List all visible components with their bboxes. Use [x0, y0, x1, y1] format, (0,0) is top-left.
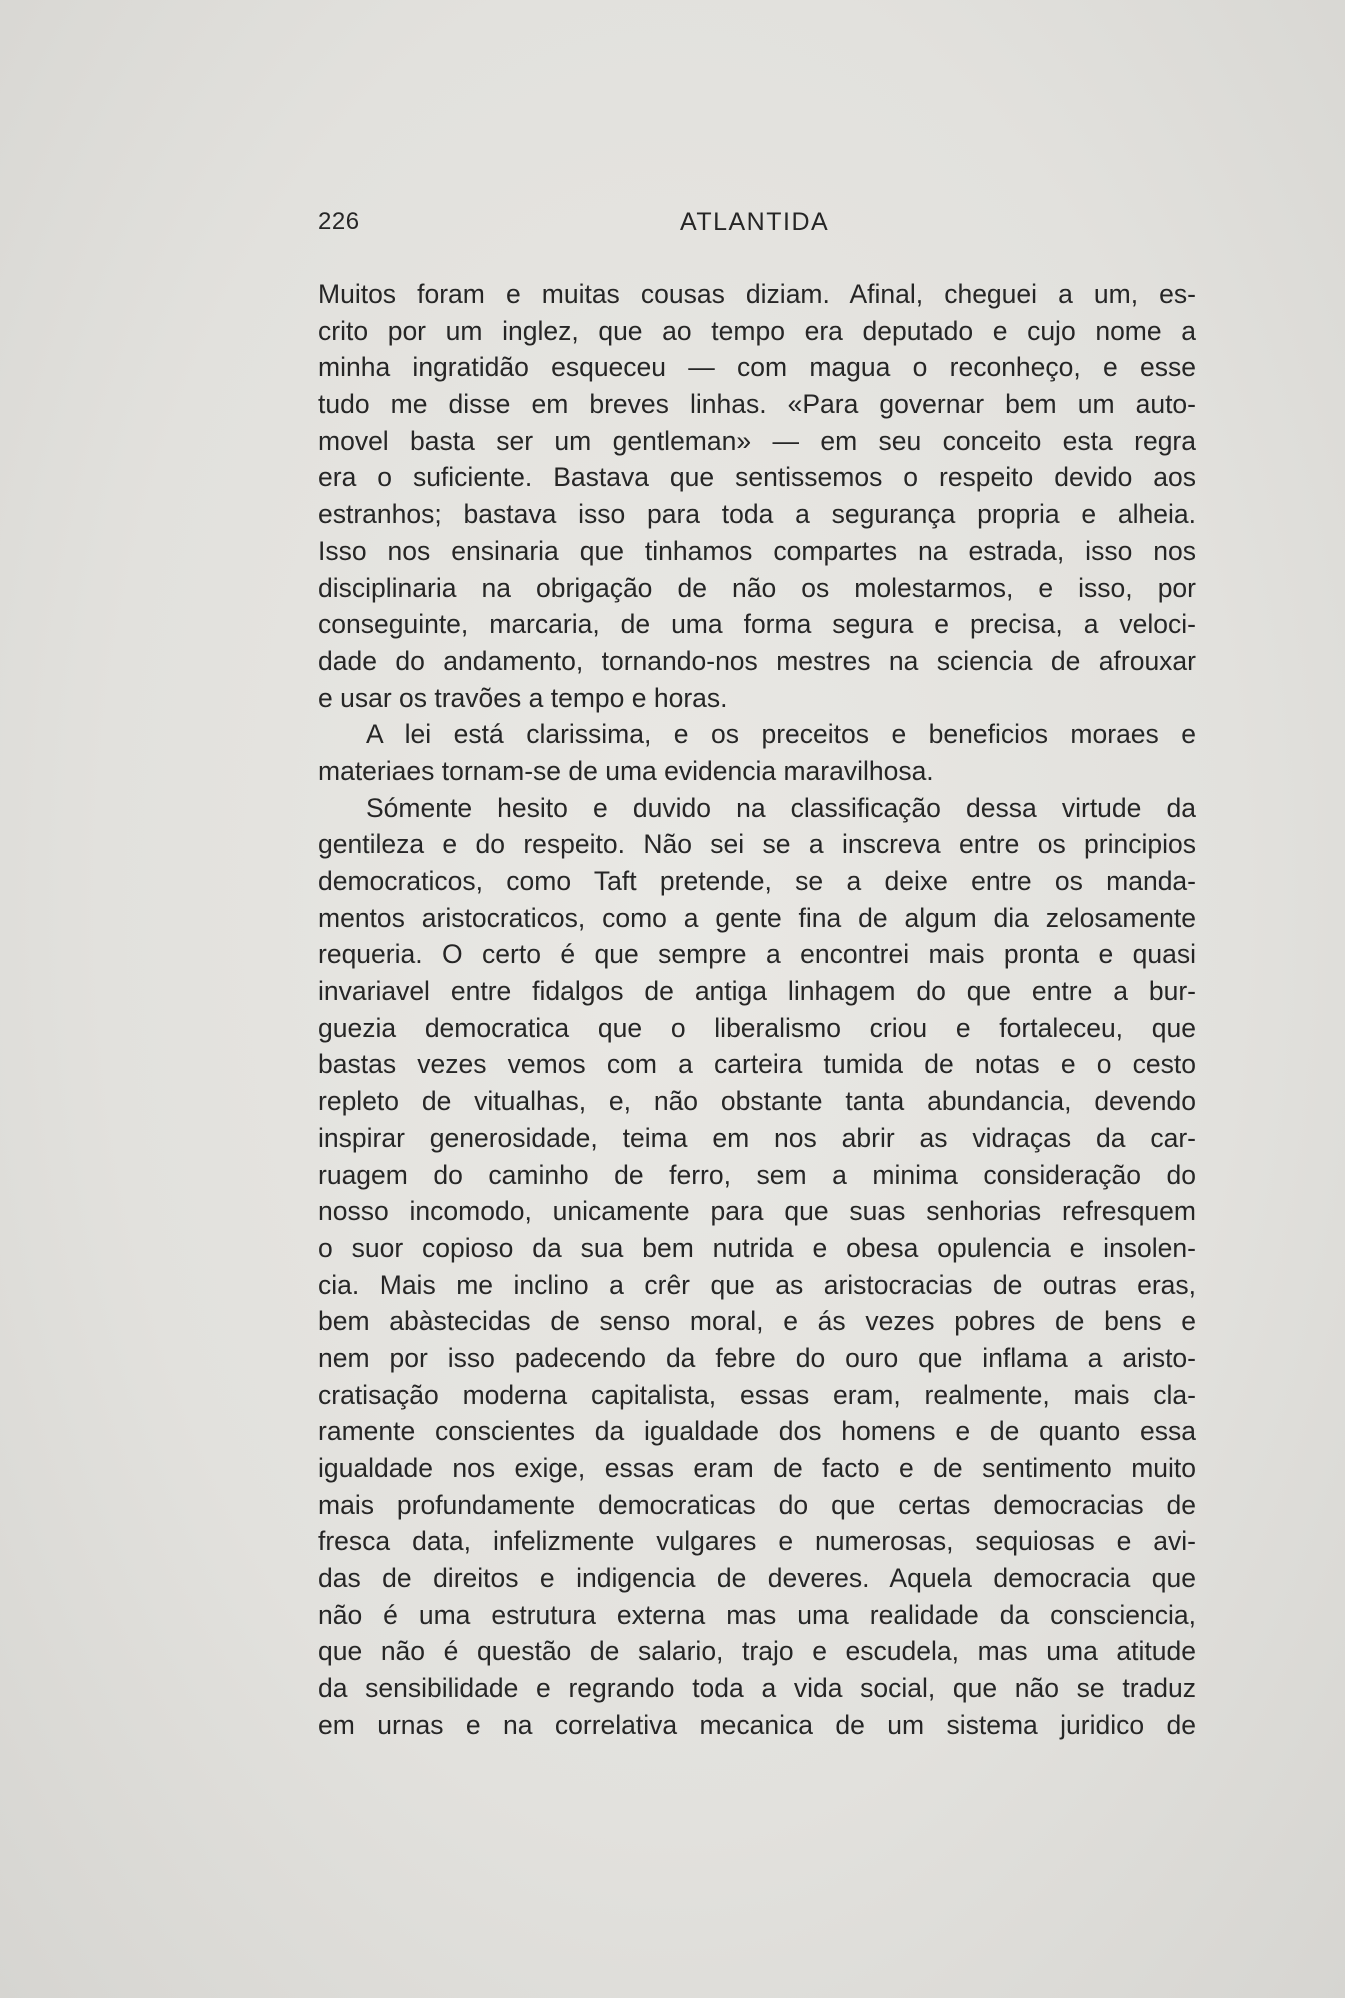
text-line: Isso nos ensinaria que tinhamos compartes na estrada, isso nos: [318, 535, 1196, 566]
text-line: igualdade nos exige, essas eram de facto e de sentimento muito: [318, 1453, 1196, 1483]
text-line: cratisação moderna capitalista, essas eram, realmente, mais cla-: [318, 1379, 1196, 1410]
text-line: ramente conscientes da igualdade dos homens e de quanto essa: [318, 1416, 1196, 1447]
text-line: mais profundamente democraticas do que certas democracias de: [318, 1489, 1196, 1520]
text-line: requeria. O certo é que sempre a encontrei mais pronta e quasi: [318, 939, 1196, 970]
text-line: e usar os travões a tempo e horas.: [318, 682, 728, 713]
text-line: dade do andamento, tornando-nos mestres na sciencia de afrouxar: [318, 645, 1196, 676]
text-line: democraticos, como Taft pretende, se a deixe entre os manda-: [318, 866, 1196, 896]
text-line: estranhos; bastava isso para toda a segurança propria e alheia.: [318, 499, 1196, 530]
text-line: Sómente hesito e duvido na classificação dessa virtude da: [366, 792, 1196, 823]
text-line: nosso incomodo, unicamente para que suas senhorias refresquem: [318, 1196, 1196, 1227]
text-line: bastas vezes vemos com a carteira tumida de notas e o cesto: [318, 1049, 1196, 1080]
text-line: invariavel entre fidalgos de antiga linhagem do que entre a bur-: [318, 976, 1196, 1007]
text-line: mentos aristocraticos, como a gente fina de algum dia zelosamente: [318, 902, 1196, 933]
body-text: [318, 276, 1196, 1744]
text-line: minha ingratidão esqueceu — com magua o reconheço, e esse: [318, 352, 1196, 383]
page-number: 226: [318, 208, 360, 235]
text-line: não é uma estrutura externa mas uma realidade da consciencia,: [318, 1599, 1196, 1630]
text-line: Muitos foram e muitas cousas diziam. Afinal, cheguei a um, es-: [318, 279, 1196, 309]
text-line: em urnas e na correlativa mecanica de um sistema juridico de: [318, 1709, 1196, 1740]
text-line: bem abàstecidas de senso moral, e ás vezes pobres de bens e: [318, 1306, 1196, 1337]
text-line: o suor copioso da sua bem nutrida e obesa opulencia e insolen-: [318, 1232, 1196, 1263]
text-line: crito por um inglez, que ao tempo era deputado e cujo nome a: [318, 315, 1196, 346]
text-line: cia. Mais me inclino a crêr que as aristocracias de outras eras,: [318, 1269, 1196, 1300]
text-line: ruagem do caminho de ferro, sem a minima consideração do: [318, 1159, 1196, 1190]
text-line: repleto de vitualhas, e, não obstante tanta abundancia, devendo: [318, 1086, 1196, 1117]
text-line: das de direitos e indigencia de deveres. Aquela democracia que: [318, 1563, 1196, 1594]
text-line: tudo me disse em breves linhas. «Para governar bem um auto-: [318, 389, 1196, 420]
running-head: ATLANTIDA: [680, 208, 830, 236]
text-line: guezia democratica que o liberalismo criou e fortaleceu, que: [318, 1012, 1196, 1043]
text-line: A lei está clarissima, e os preceitos e beneficios moraes e: [366, 719, 1196, 750]
text-line: movel basta ser um gentleman» — em seu conceito esta regra: [318, 425, 1196, 456]
text-line: era o suficiente. Bastava que sentissemos o respeito devido aos: [318, 462, 1196, 493]
text-line: da sensibilidade e regrando toda a vida social, que não se traduz: [318, 1673, 1196, 1704]
text-line: nem por isso padecendo da febre do ouro que inflama a aristo-: [318, 1342, 1196, 1373]
text-line: fresca data, infelizmente vulgares e numerosas, sequiosas e avi-: [318, 1526, 1196, 1557]
text-line: gentileza e do respeito. Não sei se a inscreva entre os principios: [318, 829, 1196, 860]
text-line: conseguinte, marcaria, de uma forma segura e precisa, a veloci-: [318, 609, 1196, 640]
text-line: que não é questão de salario, trajo e escudela, mas uma atitude: [318, 1636, 1196, 1667]
text-line: inspirar generosidade, teima em nos abrir as vidraças da car-: [318, 1122, 1196, 1153]
text-line: materiaes tornam-se de uma evidencia maravilhosa.: [318, 755, 934, 786]
text-line: disciplinaria na obrigação de não os molestarmos, e isso, por: [318, 572, 1196, 603]
